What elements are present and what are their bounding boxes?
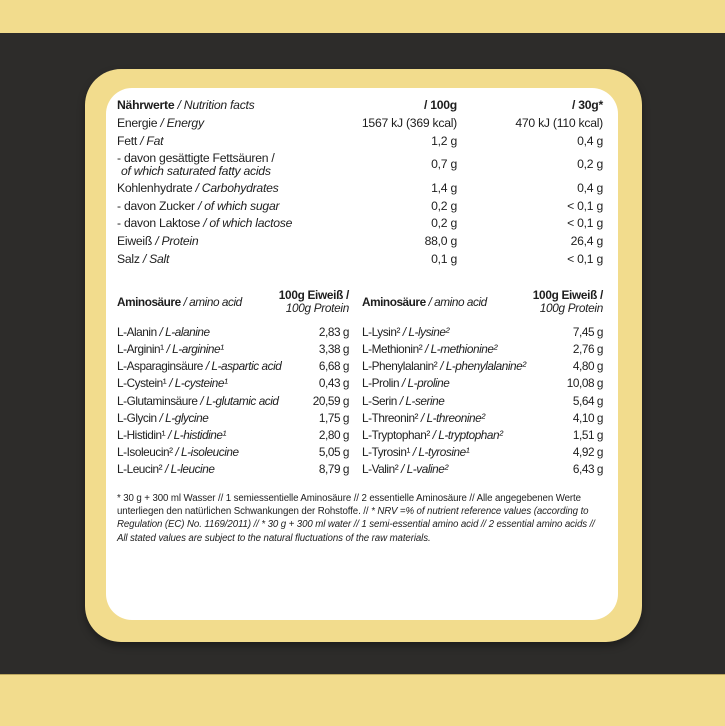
- amino-value: 4,10 g: [572, 410, 603, 425]
- amino-row-arginine: L-Arginin¹ / L-arginine¹ 3,38 g: [117, 341, 349, 358]
- amino-row-tyrosine: L-Tyrosin¹ / L-tyrosine¹ 4,92 g: [362, 444, 603, 461]
- value-per-30g: 26,4 g: [570, 234, 603, 249]
- amino-row-glycine: L-Glycin / L-glycine 1,75 g: [117, 410, 349, 427]
- amino-row-threonine: L-Threonin² / L-threonine² 4,10 g: [362, 410, 603, 427]
- value-per-100g: 1,4 g: [431, 180, 457, 195]
- amino-row-isoleucine: L-Isoleucin² / L-isoleucine 5,05 g: [117, 444, 349, 461]
- nutrient-name-en: / Protein: [155, 234, 199, 249]
- value-per-30g: 0,4 g: [577, 133, 603, 148]
- nutrient-name-de: Eiweiß: [117, 234, 153, 249]
- amino-row-methionine: L-Methionin² / L-methionine² 2,76 g: [362, 341, 603, 358]
- value-per-100g: 1567 kJ (369 kcal): [361, 115, 457, 130]
- amino-value: 5,05 g: [318, 445, 349, 460]
- amino-value: 8,79 g: [318, 462, 349, 477]
- bottom-yellow-band: [0, 674, 725, 726]
- row-lactose: [117, 215, 603, 233]
- value-per-100g: 0,7 g: [431, 157, 457, 172]
- top-yellow-band: [0, 0, 725, 33]
- nutrient-name-en: of which saturated fatty acids: [121, 164, 271, 179]
- amino-header-right: [362, 289, 603, 316]
- footnote-en: * NRV =% of nutrient reference values (according to Regulation (EC) No. 1169/2011) // * 30 g + 300 ml water // 1 semi-essential amino acid // 2 essential amino acids // All stated values are subject to the natural fluctuations of the raw materials.: [117, 505, 595, 544]
- amino-value: 1,51 g: [572, 428, 603, 442]
- amino-value: 6,68 g: [318, 359, 349, 374]
- footnote-de: * 30 g + 300 ml Wasser // 1 semiessentielle Aminosäure // 2 essentielle Aminosäure // Alle angegebenen Werte unterliegen den natürlichen Schwankungen der Rohstoffe. //: [117, 492, 581, 517]
- amino-row-serine: L-Serin / L-serine 5,64 g: [362, 393, 603, 410]
- nutrient-name-de: - davon Zucker: [117, 198, 195, 213]
- value-per-100g: 88,0 g: [424, 234, 457, 249]
- nutrition-facts-table: [117, 97, 603, 269]
- value-per-30g: < 0,1 g: [567, 216, 603, 231]
- amino-row-glutamic-acid: L-Glutaminsäure / L-glutamic acid 20,59 g: [117, 393, 349, 410]
- amino-value: 10,08 g: [566, 376, 603, 391]
- amino-header-de: Aminosäure: [117, 295, 181, 310]
- nutrition-title: [117, 97, 307, 115]
- amino-row-leucine: L-Leucin² / L-leucine 8,79 g: [117, 461, 349, 478]
- amino-row-tryptophan: L-Tryptophan² / L-tryptophan² 1,51 g: [362, 427, 603, 444]
- row-sugar: [117, 198, 603, 216]
- amino-row-cysteine: L-Cystein¹ / L-cysteine¹ 0,43 g: [117, 375, 349, 392]
- value-per-30g: 0,4 g: [577, 180, 603, 195]
- row-carbohydrates: [117, 180, 603, 198]
- amino-value: 2,83 g: [318, 324, 349, 339]
- nutrient-name-de: Salz: [117, 251, 140, 266]
- row-energy: [117, 115, 603, 133]
- nutrient-name-de: - davon Laktose: [117, 216, 200, 231]
- row-fat: [117, 133, 603, 151]
- value-per-100g: 0,1 g: [431, 251, 457, 266]
- amino-value: 6,43 g: [572, 462, 603, 477]
- amino-units-header: 100g Eiweiß / 100g Protein: [278, 288, 349, 316]
- amino-column-right: [362, 289, 603, 479]
- amino-value: 5,64 g: [572, 393, 603, 408]
- amino-value: 1,75 g: [318, 410, 349, 425]
- nutrient-name-en: / Carbohydrates: [195, 180, 279, 195]
- amino-column-left: [117, 289, 349, 479]
- nutrient-name-en: / Fat: [140, 133, 164, 148]
- amino-row-aspartic-acid: L-Asparaginsäure / L-aspartic acid 6,68 g: [117, 358, 349, 375]
- amino-header-left: [117, 289, 349, 316]
- amino-value: 2,76 g: [572, 341, 603, 356]
- row-protein: [117, 233, 603, 251]
- nutrition-title-de: Nährwerte: [117, 98, 175, 112]
- footnote: [117, 492, 603, 545]
- nutrition-header-row: [117, 97, 603, 115]
- amino-value: 4,92 g: [572, 445, 603, 460]
- amino-header-en: / amino acid: [183, 295, 242, 310]
- value-per-30g: < 0,1 g: [567, 198, 603, 213]
- nutrient-name-en: / Energy: [160, 115, 204, 130]
- value-per-100g: 0,2 g: [431, 216, 457, 231]
- label-card-border: [85, 69, 642, 642]
- amino-value: 4,80 g: [572, 359, 603, 374]
- value-per-100g: 1,2 g: [431, 133, 457, 148]
- nutrient-name-en: / of which sugar: [197, 198, 280, 213]
- nutrition-title-en: / Nutrition facts: [177, 98, 255, 112]
- amino-units-header: 100g Eiweiß / 100g Protein: [532, 288, 603, 316]
- amino-value: 20,59 g: [312, 393, 349, 408]
- amino-value: 0,43 g: [318, 376, 349, 391]
- amino-header-en: / amino acid: [428, 295, 487, 310]
- amino-value: 3,38 g: [318, 341, 349, 356]
- nutrition-label-card: [106, 88, 618, 620]
- nutrient-name-en: / Salt: [142, 251, 170, 266]
- value-per-30g: 470 kJ (110 kcal): [515, 115, 603, 130]
- value-per-30g: < 0,1 g: [567, 251, 603, 266]
- row-saturated-fat: [117, 150, 603, 179]
- amino-value: 7,45 g: [572, 324, 603, 339]
- amino-row-histidine: L-Histidin¹ / L-histidine¹ 2,80 g: [117, 427, 349, 444]
- nutrient-name-en: / of which lactose: [203, 216, 293, 231]
- nutrient-name-de: Energie: [117, 115, 158, 130]
- nutrient-name-de: Kohlenhydrate: [117, 180, 193, 195]
- value-per-30g: 0,2 g: [577, 157, 603, 172]
- amino-row-phenylalanine: L-Phenylalanin² / L-phenylalanine² 4,80 g: [362, 358, 603, 375]
- amino-value: 2,80 g: [318, 428, 349, 442]
- value-per-100g: 0,2 g: [431, 198, 457, 213]
- amino-row-alanine: L-Alanin / L-alanine 2,83 g: [117, 324, 349, 341]
- column-header-per-30g: / 30g*: [571, 98, 603, 112]
- column-header-per-100g: / 100g: [423, 98, 457, 112]
- row-salt: [117, 251, 603, 269]
- amino-row-proline: L-Prolin / L-proline 10,08 g: [362, 375, 603, 392]
- amino-acid-table: [117, 289, 603, 479]
- nutrient-name-de: Fett: [117, 133, 137, 148]
- amino-header-de: Aminosäure: [362, 295, 426, 310]
- amino-row-lysine: L-Lysin² / L-lysine² 7,45 g: [362, 324, 603, 341]
- amino-row-valine: L-Valin² / L-valine² 6,43 g: [362, 461, 603, 478]
- nutrient-name-de: - davon gesättigte Fettsäuren /: [117, 150, 275, 165]
